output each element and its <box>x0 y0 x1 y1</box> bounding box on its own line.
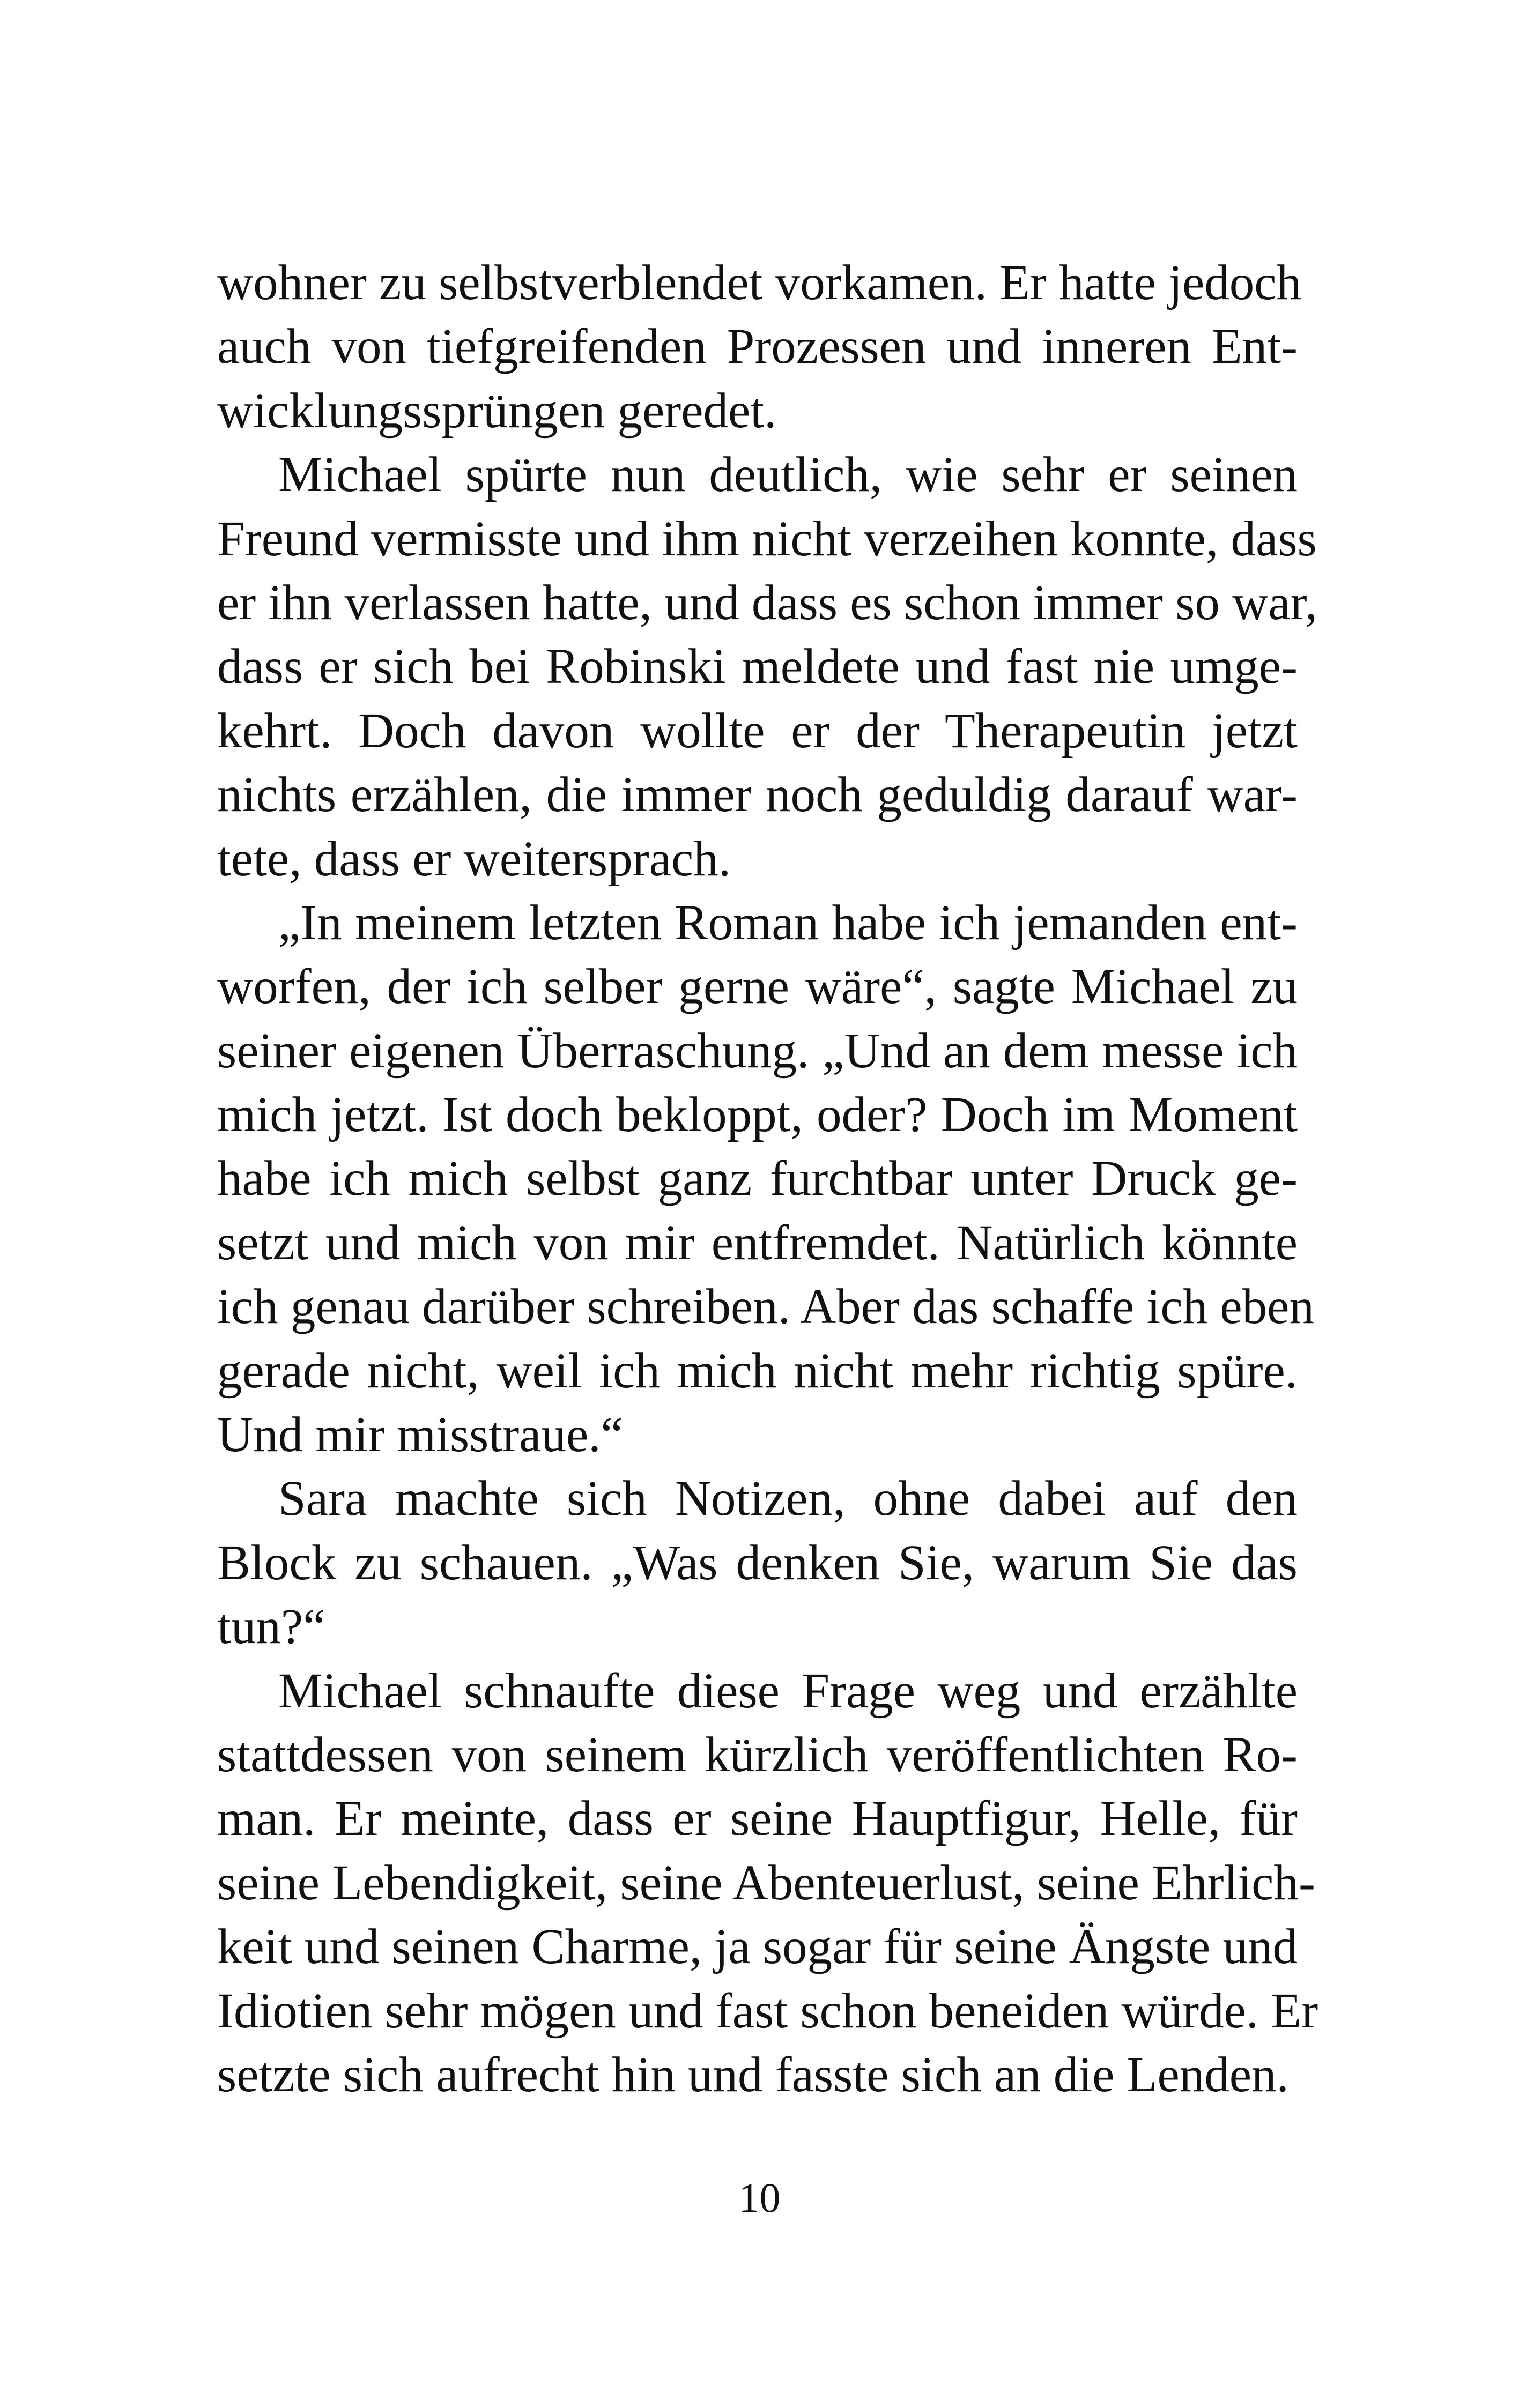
text-line: dass er sich bei Robinski meldete und fast nie umge- <box>217 639 1298 695</box>
text-line: nichts erzählen, die immer noch geduldig darauf war- <box>217 767 1298 823</box>
text-line: habe ich mich selbst ganz furchtbar unter Druck ge- <box>217 1151 1298 1207</box>
paragraph <box>217 251 1302 443</box>
page-number: 10 <box>738 2174 781 2221</box>
text-line: setzte sich aufrecht hin und fasste sich an die Lenden. <box>217 2047 1289 2102</box>
text-line: ich genau darüber schreiben. Aber das schaffe ich eben <box>217 1279 1314 1335</box>
text-line: Sara machte sich Notizen, ohne dabei auf den <box>278 1471 1298 1527</box>
paragraph <box>217 1467 1298 1659</box>
text-line: Und mir misstraue.“ <box>217 1407 623 1463</box>
text-line: Block zu schauen. „Was denken Sie, warum Sie das <box>217 1535 1298 1591</box>
text-line: kehrt. Doch davon wollte er der Therapeutin jetzt <box>217 703 1298 759</box>
text-line: „In meinem letzten Roman habe ich jemanden ent- <box>278 895 1298 950</box>
text-line: tete, dass er weitersprach. <box>217 831 731 887</box>
paragraph <box>217 1659 1318 2107</box>
text-line: mich jetzt. Ist doch bekloppt, oder? Doch im Moment <box>217 1087 1298 1143</box>
text-line: worfen, der ich selber gerne wäre“, sagte Michael zu <box>217 959 1298 1015</box>
text-line: setzt und mich von mir entfremdet. Natürlich könnte <box>217 1215 1298 1270</box>
text-line: Michael spürte nun deutlich, wie sehr er seinen <box>278 447 1298 503</box>
body-text <box>217 251 1318 2107</box>
text-line: gerade nicht, weil ich mich nicht mehr richtig spüre. <box>217 1343 1298 1399</box>
text-line: wohner zu selbstverblendet vorkamen. Er hatte jedoch <box>217 255 1302 310</box>
text-line: Idiotien sehr mögen und fast schon beneiden würde. Er <box>217 1983 1318 2039</box>
text-line: er ihn verlassen hatte, und dass es schon immer so war, <box>217 575 1318 630</box>
text-line: man. Er meinte, dass er seine Hauptfigur, Helle, für <box>217 1791 1298 1847</box>
text-line: Michael schnaufte diese Frage weg und erzählte <box>278 1663 1298 1719</box>
text-line: seiner eigenen Überraschung. „Und an dem messe ich <box>217 1023 1298 1079</box>
text-line: stattdessen von seinem kürzlich veröffentlichten Ro- <box>217 1727 1298 1782</box>
text-line: keit und seinen Charme, ja sogar für seine Ängste und <box>217 1919 1298 1975</box>
paragraph <box>217 443 1318 891</box>
paragraph <box>217 891 1314 1467</box>
text-line: auch von tiefgreifenden Prozessen und inneren Ent- <box>217 319 1298 375</box>
text-line: wicklungssprüngen geredet. <box>217 383 777 439</box>
text-line: seine Lebendigkeit, seine Abenteuerlust, seine Ehrlich- <box>217 1855 1315 1911</box>
text-line: Freund vermisste und ihm nicht verzeihen konnte, dass <box>217 511 1317 567</box>
text-line: tun?“ <box>217 1599 325 1655</box>
